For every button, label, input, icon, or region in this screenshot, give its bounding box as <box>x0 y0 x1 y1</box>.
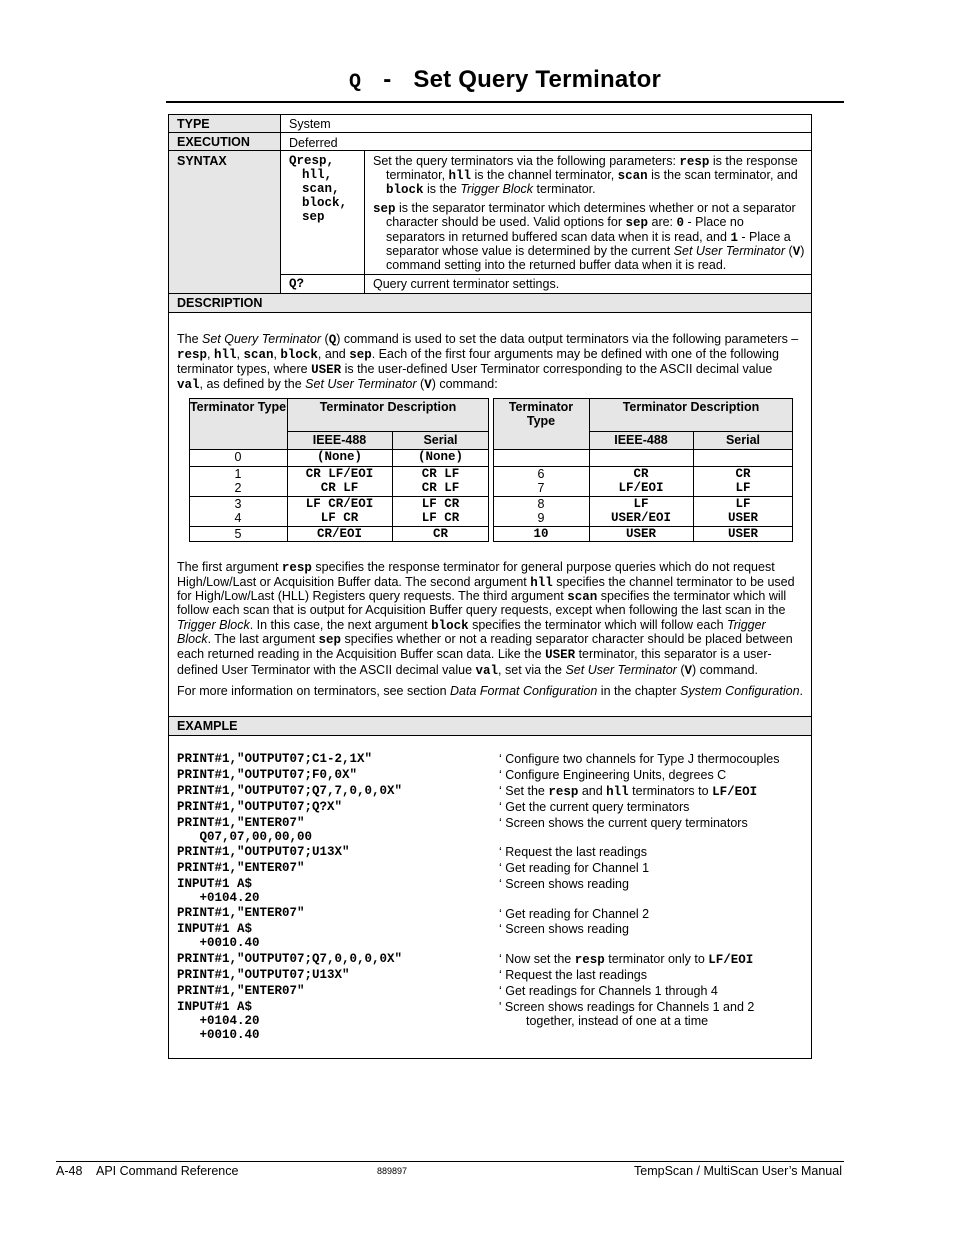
syntax-label: SYNTAX <box>177 154 227 168</box>
table-cell: LF CR <box>421 511 460 525</box>
description-line: resp, hll, scan, block, and sep. Each of the first four arguments may be defined with one of the following <box>177 347 779 362</box>
table-cell: CR LF <box>421 481 460 495</box>
title-dash: - <box>383 66 392 93</box>
table-cell: 6 <box>537 467 545 481</box>
table-cell: USER/EOI <box>610 511 671 525</box>
code-line: PRINT#1,"ENTER07" <box>177 984 305 998</box>
example-bar <box>169 717 811 735</box>
table-cell: USER <box>727 511 758 525</box>
table-cell: 3 <box>234 497 242 511</box>
description-line: defined User Terminator with the ASCII decimal value val, set via the Set User Terminator (V) command. <box>177 663 758 678</box>
table-cell: 2 <box>234 481 242 495</box>
syntax-desc-line: separators in returned buffered scan data when it is read, and 1 - Place a <box>386 230 791 245</box>
syntax-desc-line: block is the Trigger Block terminator. <box>386 182 596 197</box>
code-line: INPUT#1 A$ <box>177 922 253 936</box>
table-cell: CR LF <box>421 467 460 481</box>
code-comment: ‘ Get reading for Channel 2 <box>499 907 650 921</box>
row-rule <box>168 716 812 717</box>
code-comment: ‘ Screen shows reading <box>499 877 629 891</box>
table-cell: 7 <box>537 481 545 495</box>
table-cell: USER <box>625 527 656 541</box>
table-cell: CR <box>432 527 448 541</box>
table-cell: (None) <box>316 450 362 464</box>
footer-page-number: A-48 <box>56 1164 83 1178</box>
table-cell: 4 <box>234 511 242 525</box>
description-line: Block. The last argument sep specifies whether or not a reading separator character should be placed between <box>177 632 793 647</box>
description-line: The first argument resp specifies the response terminator for general purpose queries which do not request <box>177 560 775 575</box>
example-label: EXAMPLE <box>177 719 238 733</box>
code-line: +0104.20 <box>177 891 260 905</box>
footer-rule <box>56 1161 844 1162</box>
code-comment: ‘ Request the last readings <box>499 845 648 859</box>
title-rule <box>166 101 844 103</box>
footer-manual-title: TempScan / MultiScan User’s Manual <box>634 1164 842 1178</box>
table-cell: LF CR <box>320 511 359 525</box>
syntax-desc-line: separator whose value is determined by the current Set User Terminator (V) <box>386 244 805 259</box>
table-cell: CR LF/EOI <box>305 467 374 481</box>
row-rule <box>280 274 812 275</box>
description-line: The Set Query Terminator (Q) command is used to set the data output terminators via the following parameters – <box>177 332 799 347</box>
syntax-desc-line: character should be used. Valid options for sep are: 0 - Place no <box>386 215 744 230</box>
header-serial: Serial <box>725 433 761 447</box>
header-terminator-type: Terminator Type <box>189 400 287 414</box>
table-cell: USER <box>727 527 758 541</box>
row-rule <box>168 150 812 151</box>
table-cell: LF <box>633 497 649 511</box>
column-rule <box>280 114 281 294</box>
code-comment: ‘ Set the resp and hll terminators to LF/EOI <box>499 784 758 799</box>
code-comment: ‘ Screen shows reading <box>499 922 629 936</box>
code-line: PRINT#1,"OUTPUT07;Q7,7,0,0,0X" <box>177 784 403 798</box>
description-line: follow each scan that is output for Acquisition Buffer query requests, except when following the last scan in the <box>177 603 786 617</box>
table-cell: CR LF <box>320 481 359 495</box>
code-line: PRINT#1,"OUTPUT07;U13X" <box>177 845 350 859</box>
syntax-desc-line: command setting into the returned buffer data when it is read. <box>386 258 727 272</box>
table-cell: 10 <box>533 527 549 541</box>
code-line: PRINT#1,"OUTPUT07;F0,0X" <box>177 768 358 782</box>
row-rule <box>168 293 812 294</box>
table-cell: (None) <box>417 450 463 464</box>
code-line: +0104.20 <box>177 1014 260 1028</box>
syntax-form-sep: sep <box>302 210 325 224</box>
code-line: Q07,07,00,00,00 <box>177 830 313 844</box>
code-line: PRINT#1,"OUTPUT07;Q?X" <box>177 800 343 814</box>
code-line: PRINT#1,"ENTER07" <box>177 861 305 875</box>
code-comment: ‘ Get the current query terminators <box>499 800 690 814</box>
code-comment: together, instead of one at a time <box>526 1014 709 1028</box>
footer-code: 889897 <box>377 1166 408 1176</box>
code-comment: ‘ Request the last readings <box>499 968 648 982</box>
table-cell: 0 <box>234 450 242 464</box>
description-bar <box>169 294 811 312</box>
table-cell: CR <box>735 467 751 481</box>
execution-value: Deferred <box>289 136 338 150</box>
type-label: TYPE <box>177 117 210 131</box>
code-line: +0010.40 <box>177 1028 260 1042</box>
code-line: PRINT#1,"ENTER07" <box>177 816 305 830</box>
code-line: PRINT#1,"ENTER07" <box>177 906 305 920</box>
footer-section: API Command Reference <box>96 1164 239 1178</box>
description-line: Trigger Block. In this case, the next argument block specifies the terminator which will follow each Trigger <box>177 618 766 633</box>
command-name: Set Query Terminator <box>413 66 662 93</box>
header-terminator-type: Terminator Type <box>508 400 574 428</box>
syntax-desc-query: Query current terminator settings. <box>373 277 560 291</box>
code-line: +0010.40 <box>177 936 260 950</box>
table-rule <box>287 431 489 432</box>
terminator-table <box>189 398 793 542</box>
description-label: DESCRIPTION <box>177 296 263 310</box>
code-comment: ‘ Configure Engineering Units, degrees C <box>499 768 727 782</box>
code-comment: ‘ Configure two channels for Type J thermocouples <box>499 752 780 766</box>
syntax-form-scan: scan, <box>302 182 340 196</box>
code-comment: ‘ Get readings for Channels 1 through 4 <box>499 984 718 998</box>
code-comment: ‘ Get reading for Channel 1 <box>499 861 650 875</box>
header-ieee: IEEE-488 <box>614 433 668 447</box>
table-cell: 9 <box>537 511 545 525</box>
syntax-desc-line: terminator, hll is the channel terminator, scan is the scan terminator, and <box>386 168 798 183</box>
table-cell: LF <box>735 481 751 495</box>
description-line: val, as defined by the Set User Terminator (V) command: <box>177 377 498 392</box>
syntax-form-block: block, <box>302 196 348 210</box>
table-cell: CR/EOI <box>316 527 362 541</box>
type-value: System <box>289 117 331 131</box>
syntax-desc-line: sep is the separator terminator which determines whether or not a separator <box>373 201 796 216</box>
table-cell: LF/EOI <box>618 481 664 495</box>
table-cell: LF CR <box>421 497 460 511</box>
table-cell: LF <box>735 497 751 511</box>
syntax-form-hll: hll, <box>302 168 333 182</box>
row-rule <box>168 312 812 313</box>
code-comment: ' Screen shows readings for Channels 1 and 2 <box>499 1000 755 1014</box>
code-line: PRINT#1,"OUTPUT07;C1-2,1X" <box>177 752 373 766</box>
description-line: each returned reading in the Acquisition Buffer scan data. Like the USER terminator, this separator is a user- <box>177 647 772 662</box>
table-cell: 8 <box>537 497 545 511</box>
table-cell: CR <box>633 467 649 481</box>
header-terminator-description: Terminator Description <box>622 400 760 414</box>
header-terminator-description: Terminator Description <box>319 400 457 414</box>
syntax-form-query: Q? <box>289 277 305 291</box>
description-line: For more information on terminators, see section Data Format Configuration in the chapter System Configuration. <box>177 684 804 698</box>
table-cell: 1 <box>234 467 242 481</box>
description-line: for High/Low/Last (HLL) Registers query requests. The third argument scan specifies the terminator which will <box>177 589 787 604</box>
syntax-desc-line: Set the query terminators via the following parameters: resp is the response <box>373 154 798 169</box>
code-line: INPUT#1 A$ <box>177 1000 253 1014</box>
table-rule <box>493 449 793 450</box>
table-rule <box>589 431 793 432</box>
description-line: terminator types, where USER is the user-defined User Terminator corresponding to the ASCII decimal value <box>177 362 773 377</box>
syntax-form-resp: Qresp, <box>289 154 335 168</box>
table-cell: LF CR/EOI <box>305 497 374 511</box>
table-cell: 5 <box>234 527 242 541</box>
description-line: High/Low/Last or Acquisition Buffer data. The second argument hll specifies the channel terminator to be used <box>177 575 795 590</box>
command-letter: Q <box>348 71 362 94</box>
code-line: INPUT#1 A$ <box>177 877 253 891</box>
code-comment: ‘ Now set the resp terminator only to LF/EOI <box>499 952 754 967</box>
execution-label: EXECUTION <box>177 135 250 149</box>
code-line: PRINT#1,"OUTPUT07;Q7,0,0,0,0X" <box>177 952 403 966</box>
header-ieee: IEEE-488 <box>312 433 367 447</box>
page-title <box>166 66 844 100</box>
row-rule <box>168 132 812 133</box>
row-rule <box>168 735 812 736</box>
code-line: PRINT#1,"OUTPUT07;U13X" <box>177 968 350 982</box>
code-comment: ‘ Screen shows the current query terminators <box>499 816 748 830</box>
column-rule <box>364 150 365 294</box>
header-serial: Serial <box>423 433 458 447</box>
